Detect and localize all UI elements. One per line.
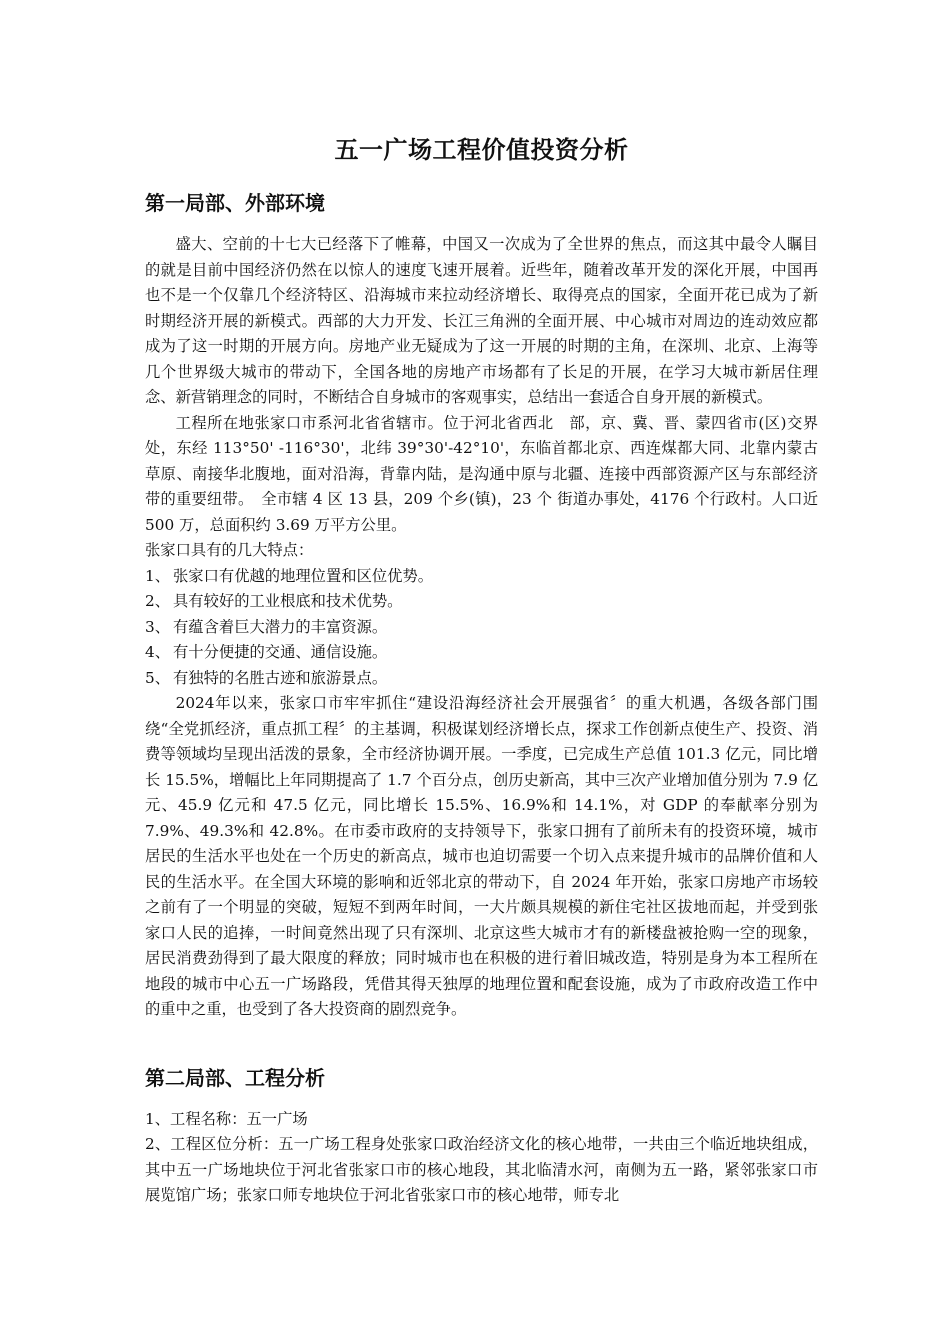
features-list — [145, 564, 818, 692]
paragraph-economy: 2024年以来，张家口市牢牢抓住“建设沿海经济社会开展强省〞的重大机遇，各级各部门围绕“全党抓经济，重点抓工程〞的主基调，积极谋划经济增长点，探求工作创新点使生产、投资、消费等领域均呈现出活泼的景象，全市经济协调开展。一季度，已完成生产总值 101.3 亿元，同比增长 15.5%，增幅比上年同期提高了 1.7 个百分点，创历史新高，其中三次产业增加值分别为 7.9 亿元、45.9 亿元和 47.5 亿元，同比增长 15.5%、16.9%和 14.1%，对 GDP 的奉献率分别为 7.9%、49.3%和 42.8%。在市委市政府的支持领导下，张家口拥有了前所未有的投资环境，城市居民的生活水平也处在一个历史的新高点，城市也迫切需要一个切入点来提升城市的品牌价值和人民的生活水平。在全国大环境的影响和近邻北京的带动下，自 2024 年开始，张家口房地产市场较之前有了一个明显的突破，短短不到两年时间，一大片颇具规模的新住宅社区拔地而起，并受到张家口人民的追捧，一时间竟然出现了只有深圳、北京这些大城市才有的新楼盘被抢购一空的现象，居民消费劲得到了最大限度的释放；同时城市也在积极的进行着旧城改造，特别是身为本工程所在地段的城市中心五一广场路段，凭借其得天独厚的地理位置和配套设施，成为了市政府改造工作中的重中之重，也受到了各大投资商的剧烈竞争。 — [145, 694, 818, 1018]
list-item-number: 3、 — [145, 617, 171, 636]
features-intro: 张家口具有的几大特点： — [145, 541, 314, 559]
project-location-item: 2、工程区位分析：五一广场工程身处张家口政治经济文化的核心地带，一共由三个临近地块组成，其中五一广场地块位于河北省张家口市的核心地段，其北临清水河，南侧为五一路，紧邻张家口市展览馆广场；张家口师专地块位于河北省张家口市的核心地带，师专北 — [145, 1135, 818, 1204]
section-heading-external-environment: 第一局部、外部环境 — [145, 191, 325, 215]
list-item — [145, 666, 818, 692]
list-item-number: 2、 — [145, 592, 171, 610]
project-name-item: 1、工程名称：五一广场 — [145, 1109, 308, 1128]
list-item-text: 有蕴含着巨大潜力的丰富资源。 — [173, 617, 388, 636]
list-item — [145, 589, 818, 615]
document-title: 五一广场工程价值投资分析 — [334, 135, 629, 164]
list-item-text: 张家口有优越的地理位置和区位优势。 — [173, 566, 434, 585]
paragraph-background: 盛大、空前的十七大已经落下了帷幕，中国又一次成为了全世界的焦点，而这其中最令人瞩目的就是目前中国经济仍然在以惊人的速度飞速开展着。近些年，随着改革开发的深化开展，中国再也不是一个仅靠几个经济特区、沿海城市来拉动经济增长、取得亮点的国家，全面开花已成为了新时期经济开展的新模式。西部的大力开发、长江三角洲的全面开展、中心城市对周边的连动效应都成为了这一时期的开展方向。房地产业无疑成为了这一开展的时期的主角，在深圳、北京、上海等几个世界级大城市的带动下，全国各地的房地产市场都有了长足的开展，在学习大城市新居住理念、新营销理念的同时，不断结合自身城市的客观事实，总结出一套适合自身开展的新模式。 — [145, 235, 818, 406]
list-item — [145, 615, 818, 641]
list-item-number: 1、 — [145, 566, 171, 585]
list-item-text: 具有较好的工业根底和技术优势。 — [173, 592, 403, 610]
list-item-number: 4、 — [145, 643, 171, 661]
section-heading-project-analysis: 第二局部、工程分析 — [145, 1065, 325, 1090]
list-item-number: 5、 — [145, 668, 171, 687]
list-item — [145, 564, 818, 590]
list-item — [145, 640, 818, 666]
paragraph-location: 工程所在地张家口市系河北省省辖市。位于河北省西北 部，京、冀、晋、蒙四省市(区)交界处，东经 113°50' -116°30'，北纬 39°30'-42°10'，东临首都北京、西连煤都大同、北靠内蒙古草原、南接华北腹地，面对沿海，背靠内陆，是沟通中原与北疆、连接中西部资源产区与东部经济带的重要纽带。 全市辖 4 区 13 县，209 个乡(镇)，23 个 街道办事处，4176 个行政村。人口近 500 万，总面积约 3.69 万平方公里。 — [145, 413, 818, 534]
list-item-text: 有十分便捷的交通、通信设施。 — [173, 643, 388, 661]
list-item-text: 有独特的名胜古迹和旅游景点。 — [173, 668, 388, 687]
